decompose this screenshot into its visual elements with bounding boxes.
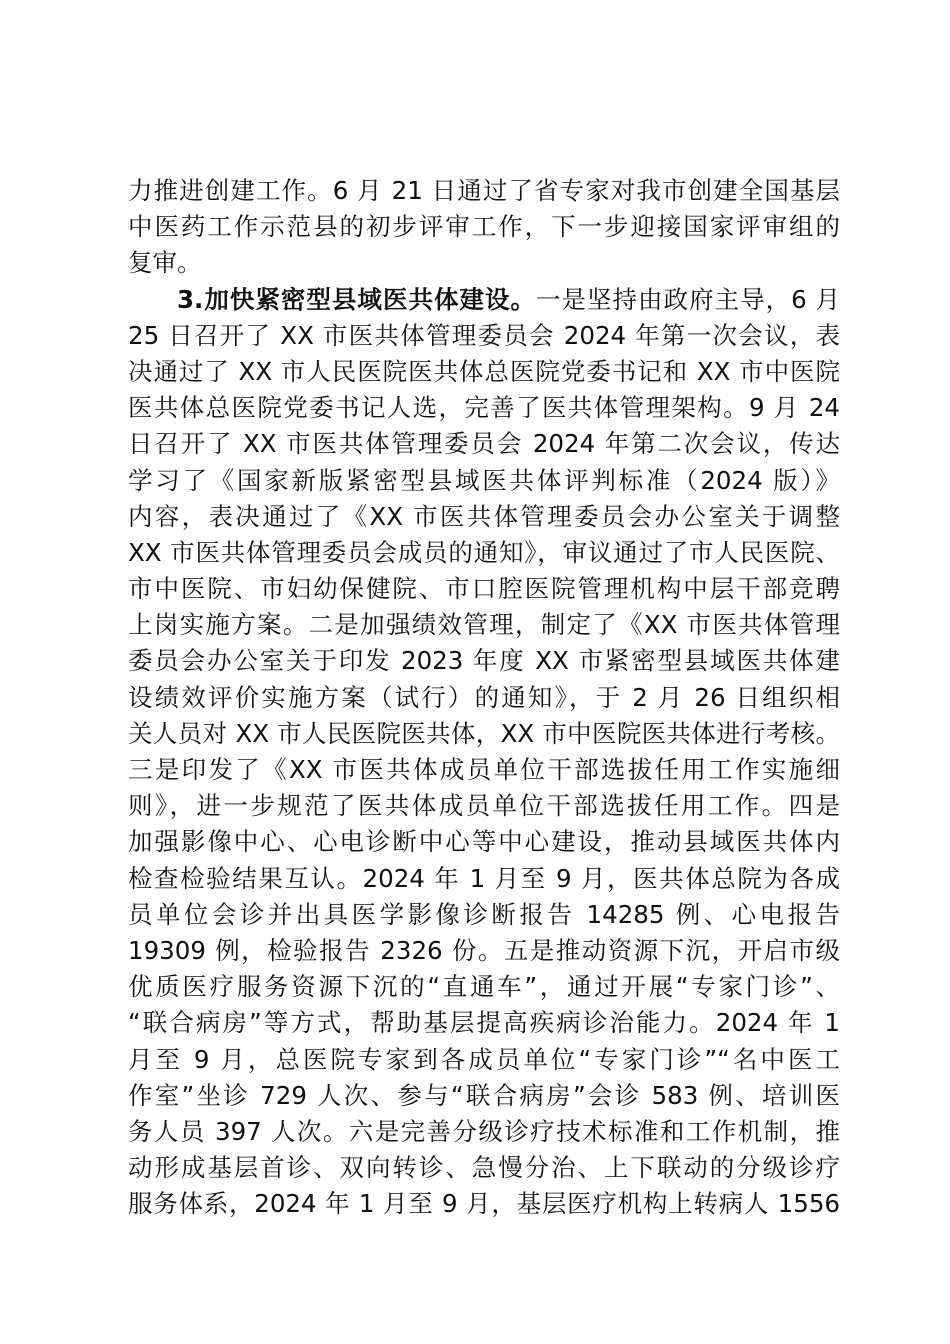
text-line: 委员会办公室关于印发 2023 年度 XX 市紧密型县域医共体建 [128,646,840,676]
text-line: 检查检验结果互认。2024 年 1 月至 9 月，医共体总院为各成 [128,863,840,893]
text-run: 一是坚持由政府主导，6 月 [536,284,841,314]
section-heading: 3.加快紧密型县域医共体建设。 [177,284,537,314]
text-line: 动形成基层首诊、双向转诊、急慢分治、上下联动的分级诊疗 [128,1153,840,1183]
text-line: “联合病房”等方式，帮助基层提高疾病诊治能力。2024 年 1 [128,1008,840,1038]
text-line: 25 日召开了 XX 市医共体管理委员会 2024 年第一次会议，表 [128,320,840,350]
text-line [128,282,840,318]
text-line: 作室”坐诊 729 人次、参与“联合病房”会诊 583 例、培训医 [128,1080,840,1110]
text-line: 决通过了 XX 市人民医院医共体总医院党委书记和 XX 市中医院 [128,356,840,386]
text-line: 月至 9 月，总医院专家到各成员单位“专家门诊”“名中医工 [128,1044,840,1074]
text-line: 服务体系，2024 年 1 月至 9 月，基层医疗机构上转病人 1556 [128,1189,840,1219]
text-line: 医共体总医院党委书记人选，完善了医共体管理架构。9 月 24 [128,393,840,423]
text-line: 学习了《国家新版紧密型县域医共体评判标准（2024 版）》 [128,465,840,495]
text-line: 设绩效评价实施方案（试行）的通知》，于 2 月 26 日组织相 [128,682,840,712]
text-line: 优质医疗服务资源下沉的“直通车”，通过开展“专家门诊”、 [128,972,840,1002]
paragraph-creation-work [128,173,840,282]
text-line: 市中医院、市妇幼保健院、市口腔医院管理机构中层干部竞聘 [128,574,840,604]
document-body [128,173,840,1222]
text-line: XX 市医共体管理委员会成员的通知》，审议通过了市人民医院、 [128,537,840,567]
text-line: 上岗实施方案。二是加强绩效管理，制定了《XX 市医共体管理 [128,610,840,640]
text-line: 三是印发了《XX 市医共体成员单位干部选拔任用工作实施细 [128,755,840,784]
text-line: 力推进创建工作。6 月 21 日通过了省专家对我市创建全国基层 [128,176,840,205]
text-line: 务人员 397 人次。六是完善分级诊疗技术标准和工作机制，推 [128,1116,840,1146]
text-line: 加强影像中心、心电诊断中心等中心建设，推动县域医共体内 [128,827,840,857]
text-line: 日召开了 XX 市医共体管理委员会 2024 年第二次会议，传达 [128,429,840,459]
paragraph-medical-consortium [128,282,840,1223]
text-line: 19309 例，检验报告 2326 份。五是推动资源下沉，开启市级 [128,935,840,965]
text-line: 复审。 [128,248,202,278]
text-line: 员单位会诊并出具医学影像诊断报告 14285 例、心电报告 [128,899,840,929]
text-line: 则》，进一步规范了医共体成员单位干部选拔任用工作。四是 [128,791,840,821]
text-line: 关人员对 XX 市人民医院医共体，XX 市中医院医共体进行考核。 [128,718,840,748]
text-line: 中医药工作示范县的初步评审工作，下一步迎接国家评审组的 [128,212,840,242]
text-line: 内容，表决通过了《XX 市医共体管理委员会办公室关于调整 [128,501,840,531]
